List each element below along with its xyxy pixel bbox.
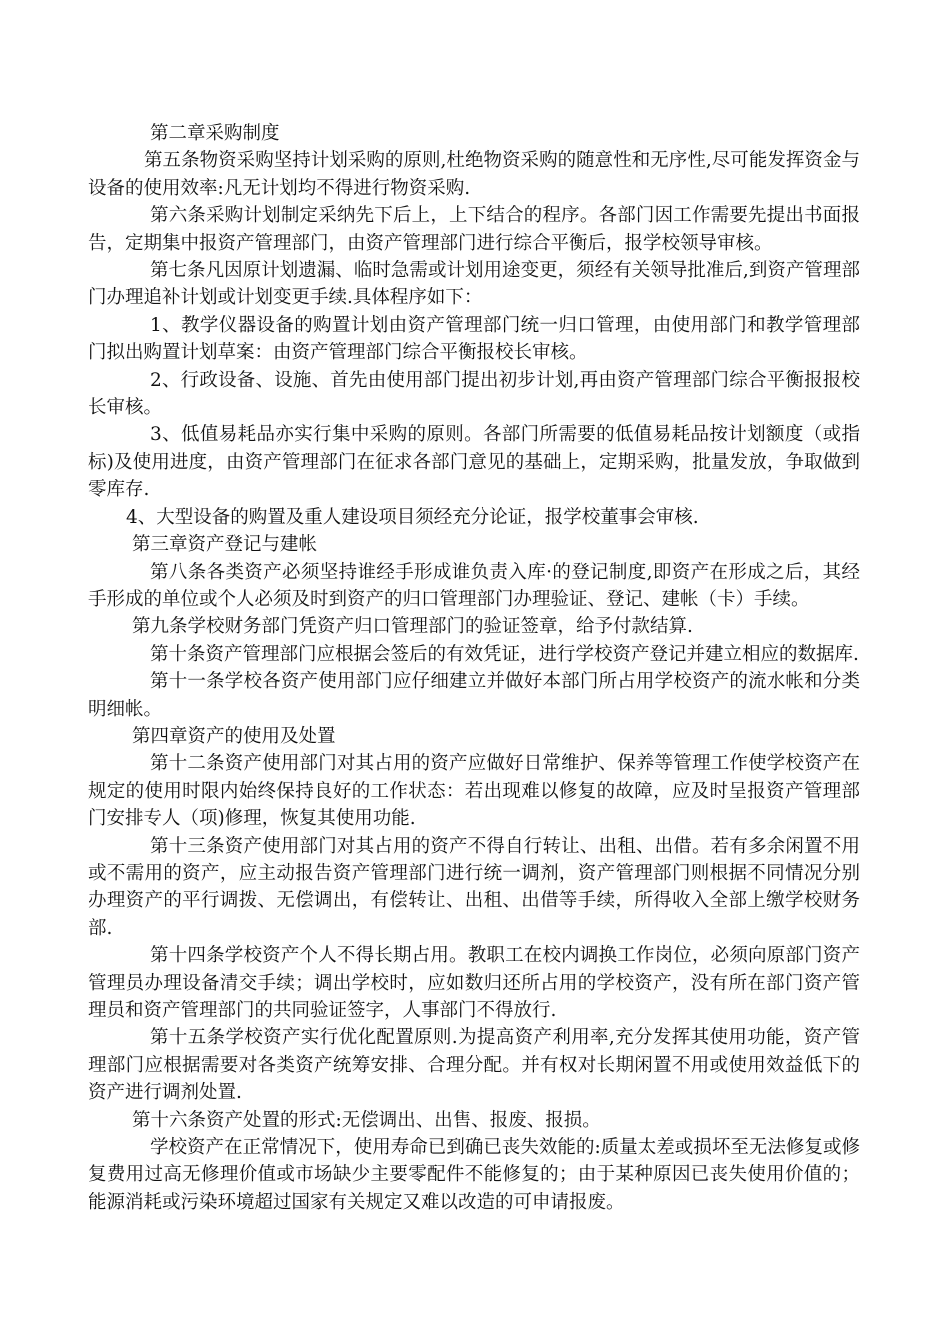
article-5: 第五条物资采购坚持计划采购的原则,杜绝物资采购的随意性和无序性,尽可能发挥资金与设备的使用效率:凡无计划均不得进行物资采购. (88, 150, 860, 199)
chapter-3-heading: 第三章资产登记与建帐 (132, 534, 318, 556)
article-15: 第十五条学校资产实行优化配置原则.为提高资产利用率,充分发挥其使用功能，资产管理部门应根据需要对各类资产统筹安排、合理分配。并有权对长期闲置不用或使用效益低下的资产进行调剂处置. (88, 1027, 860, 1104)
article-10: 第十条资产管理部门应根据会签后的有效凭证，进行学校资产登记并建立相应的数据库. (150, 643, 859, 665)
procedure-item-4: 4、大型设备的购置及重人建设项目须经充分论证，报学校董事会审核. (126, 506, 699, 528)
procedure-item-2: 2、行政设备、设施、首先由使用部门提出初步计划,再由资产管理部门综合平衡报报校长审核。 (88, 369, 860, 419)
chapter-4-heading: 第四章资产的使用及处置 (132, 725, 336, 747)
article-7: 第七条凡因原计划遗漏、临时急需或计划用途变更，须经有关领导批准后,到资产管理部门办理追补计划或计划变更手续.具体程序如下： (88, 260, 860, 309)
article-9: 第九条学校财务部门凭资产归口管理部门的验证签章，给予付款结算. (132, 616, 693, 638)
article-13: 第十三条资产使用部门对其占用的资产不得自行转让、出租、出借。若有多余闲置不用或不需用的资产，应主动报告资产管理部门进行统一调剂，资产管理部门则根据不同情况分别办理资产的平行调拨、无偿调出，有偿转让、出租、出借等手续，所得收入全部上缴学校财务部. (88, 835, 860, 939)
procedure-item-1: 1、教学仪器设备的购置计划由资产管理部门统一归口管理，由使用部门和教学管理部门拟出购置计划草案：由资产管理部门综合平衡报校长审核。 (88, 314, 860, 364)
article-12: 第十二条资产使用部门对其占用的资产应做好日常维护、保养等管理工作使学校资产在规定的使用时限内始终保持良好的工作状态：若出现难以修复的故障，应及时呈报资产管理部门安排专人（项)修理，恢复其使用功能. (88, 753, 860, 830)
scrapping-conditions: 学校资产在正常情况下，使用寿命已到确已丧失效能的:质量太差或损坏至无法修复或修复费用过高无修理价值或市场缺少主要零配件不能修复的；由于某种原因已丧失使用价值的；能源消耗或污染环境超过国家有关规定又难以改造的可申请报废。 (88, 1137, 860, 1213)
chapter-2-heading: 第二章采购制度 (150, 123, 280, 144)
article-8: 第八条各类资产必须坚持谁经手形成谁负责入库·的登记制度,即资产在形成之后，其经手形成的单位或个人必须及时到资产的归口管理部门办理验证、登记、建帐（卡）手续。 (88, 561, 860, 610)
article-11: 第十一条学校各资产使用部门应仔细建立并做好本部门所占用学校资产的流水帐和分类明细帐。 (88, 671, 860, 720)
article-14: 第十四条学校资产个人不得长期占用。教职工在校内调换工作岗位，必须向原部门资产管理员办理设备清交手续；调出学校时，应如数归还所占用的学校资产，没有所在部门资产管理员和资产管理部门的共同验证签字，人事部门不得放行. (88, 945, 860, 1021)
document-body (88, 120, 860, 1216)
article-6: 第六条采购计划制定采纳先下后上，上下结合的程序。各部门因工作需要先提出书面报告，定期集中报资产管理部门，由资产管理部门进行综合平衡后，报学校领导审核。 (88, 205, 860, 254)
article-16: 第十六条资产处置的形式:无偿调出、出售、报废、报损。 (132, 1109, 601, 1131)
procedure-item-3: 3、低值易耗品亦实行集中采购的原则。各部门所需要的低值易耗品按计划额度（或指标)及使用进度，由资产管理部门在征求各部门意见的基础上，定期采购，批量发放，争取做到零库存. (88, 424, 860, 501)
